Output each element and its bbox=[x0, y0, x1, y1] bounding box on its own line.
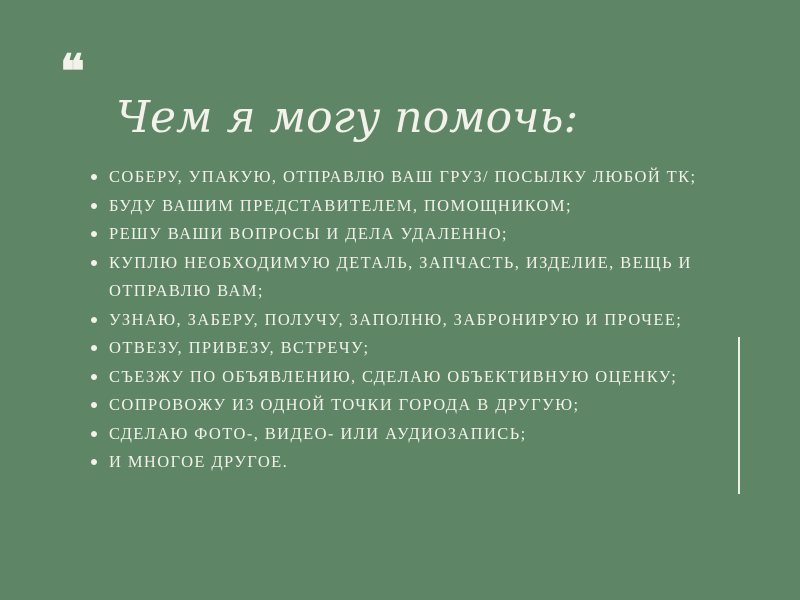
list-item bbox=[90, 220, 710, 249]
bullet-icon bbox=[91, 374, 97, 380]
list-item bbox=[90, 249, 710, 306]
vertical-divider bbox=[738, 337, 740, 494]
list-item-text: СОПРОВОЖУ ИЗ ОДНОЙ ТОЧКИ ГОРОДА В ДРУГУЮ; bbox=[109, 395, 580, 414]
list-item-text: И МНОГОЕ ДРУГОЕ. bbox=[109, 452, 289, 471]
list-item-text: БУДУ ВАШИМ ПРЕДСТАВИТЕЛЕМ, ПОМОЩНИКОМ; bbox=[109, 195, 572, 215]
quote-mark-icon: ❝ bbox=[60, 44, 85, 98]
bullet-icon bbox=[91, 174, 97, 180]
list-item-text: УЗНАЮ, ЗАБЕРУ, ПОЛУЧУ, ЗАПОЛНЮ, ЗАБРОНИРУЮ И ПРОЧЕЕ; bbox=[109, 309, 683, 329]
list-item-text: ОТВЕЗУ, ПРИВЕЗУ, ВСТРЕЧУ; bbox=[109, 338, 370, 357]
list-item-text: РЕШУ ВАШИ ВОПРОСЫ И ДЕЛА УДАЛЕННО; bbox=[109, 224, 508, 243]
list-item bbox=[90, 363, 710, 392]
list-item bbox=[90, 192, 710, 221]
list-item bbox=[90, 448, 710, 477]
list-item-text: СОБЕРУ, УПАКУЮ, ОТПРАВЛЮ ВАШ ГРУЗ/ ПОСЫЛКУ ЛЮБОЙ ТК; bbox=[109, 167, 697, 186]
bullet-icon bbox=[91, 345, 97, 351]
bullet-icon bbox=[91, 231, 97, 237]
bullet-icon bbox=[91, 431, 97, 437]
bullet-icon bbox=[91, 317, 97, 323]
list-item bbox=[90, 306, 710, 335]
bullet-icon bbox=[91, 402, 97, 408]
list-item-text: СЪЕЗЖУ ПО ОБЪЯВЛЕНИЮ, СДЕЛАЮ ОБЪЕКТИВНУЮ ОЦЕНКУ; bbox=[109, 366, 678, 386]
services-list bbox=[90, 163, 710, 477]
bullet-icon bbox=[91, 203, 97, 209]
list-item bbox=[90, 420, 710, 449]
list-item bbox=[90, 334, 710, 363]
list-item bbox=[90, 391, 710, 420]
bullet-icon bbox=[91, 260, 97, 266]
list-item-text: КУПЛЮ НЕОБХОДИМУЮ ДЕТАЛЬ, ЗАПЧАСТЬ, ИЗДЕЛИЕ, ВЕЩЬ И ОТПРАВЛЮ ВАМ; bbox=[109, 252, 692, 300]
list-item-text: СДЕЛАЮ ФОТО-, ВИДЕО- ИЛИ АУДИОЗАПИСЬ; bbox=[109, 423, 527, 443]
bullet-icon bbox=[91, 459, 97, 465]
page-title: Чем я могу помочь: bbox=[116, 92, 579, 143]
list-item bbox=[90, 163, 710, 192]
